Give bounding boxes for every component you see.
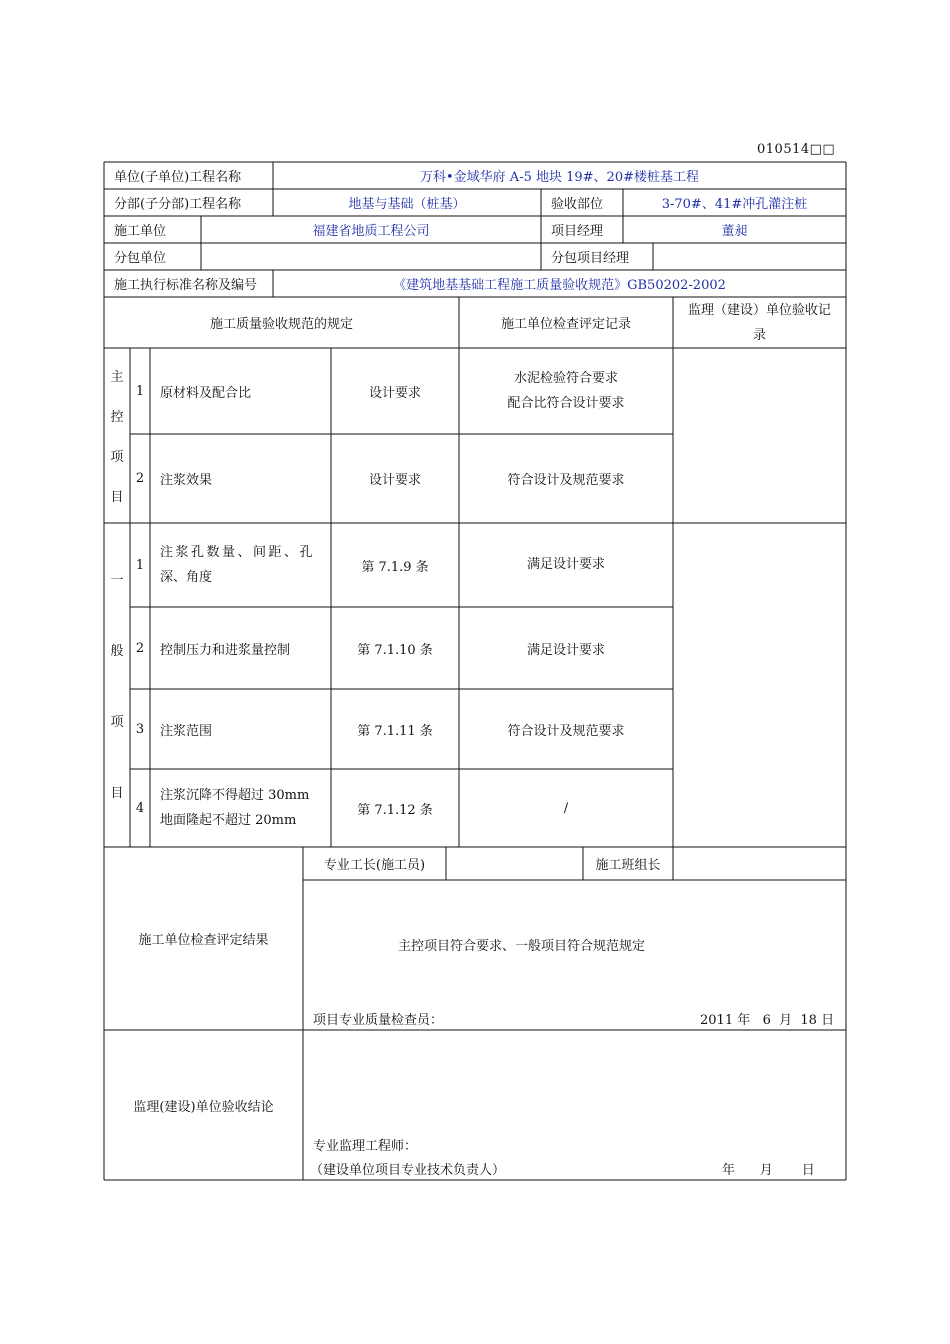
form-code: 010514□□ (757, 142, 836, 157)
main-item-req: 设计要求 (368, 385, 421, 401)
general-title-char: 目 (110, 786, 124, 801)
standard-value: 《建筑地基基础工程施工质量验收规范》GB50202-2002 (393, 278, 726, 293)
project-name-label: 单位(子单位)工程名称 (114, 170, 242, 185)
standard-label: 施工执行标准名称及编号 (114, 278, 258, 293)
main-item-no: 1 (135, 383, 145, 399)
general-title (104, 523, 130, 847)
main-item-name: 注浆效果 (160, 473, 213, 488)
pm-value: 董昶 (721, 224, 748, 239)
sub-project-value: 地基与基础（桩基） (348, 197, 466, 212)
col-spec-header: 施工质量验收规范的规定 (209, 317, 353, 332)
main-control-title-char: 项 (110, 449, 124, 465)
general-item-no: 3 (135, 721, 145, 737)
general-item-name: 注浆范围 (160, 723, 213, 739)
general-item-name-line2: 地面隆起不超过 20mm (160, 813, 297, 828)
general-item-record: 符合设计及规范要求 (507, 723, 625, 739)
foreman-label: 专业工长(施工员) (323, 858, 426, 873)
general-item-no: 2 (135, 640, 145, 656)
general-item-clause: 第 7.1.11 条 (357, 723, 433, 739)
general-item-no: 1 (135, 557, 145, 573)
general-item-name: 控制压力和进浆量控制 (160, 642, 291, 658)
col-supervisor-header-line2: 录 (752, 327, 766, 343)
supervision-label: 监理(建设)单位验收结论 (133, 1099, 274, 1115)
general-item-name-line1: 注浆沉降不得超过 30mm (160, 788, 310, 803)
main-item-record: 符合设计及规范要求 (507, 473, 625, 488)
acceptance-part-value: 3-70#、41#冲孔灌注桩 (661, 197, 808, 212)
general-item-name-line2: 深、角度 (160, 570, 213, 585)
general-item-clause: 第 7.1.10 条 (357, 642, 433, 658)
col-supervisor-header (673, 297, 846, 348)
inspector-label: 项目专业质量检查员： (313, 1012, 444, 1028)
general-item-name (150, 523, 331, 607)
general-item-record: 满足设计要求 (526, 642, 605, 658)
subcontractor-label: 分包单位 (114, 251, 167, 266)
general-title-char: 项 (110, 715, 124, 730)
main-control-title-char: 主 (110, 370, 124, 386)
col-supervisor-header-line1: 监理（建设）单位验收记 (687, 302, 831, 318)
team-leader-label: 施工班组长 (595, 858, 661, 873)
main-item-req: 设计要求 (368, 473, 421, 488)
general-item-name (150, 769, 331, 847)
supervision-date: 年 月 日 (722, 1162, 815, 1178)
supervision-engineer-label: 专业监理工程师： (313, 1138, 418, 1154)
supervision-owner-label: （建设单位项目专业技术负责人） (310, 1162, 506, 1178)
general-item-clause: 第 7.1.12 条 (357, 802, 433, 818)
general-title-char: 般 (110, 644, 124, 659)
contractor-label: 施工单位 (114, 224, 167, 239)
general-item-record: 满足设计要求 (526, 556, 605, 572)
general-item-clause: 第 7.1.9 条 (361, 559, 429, 575)
sub-project-label: 分部(子分部)工程名称 (114, 197, 242, 212)
main-item-record-line2: 配合比符合设计要求 (507, 396, 625, 411)
main-item-record (459, 348, 673, 434)
main-item-record-line1: 水泥检验符合要求 (513, 371, 618, 386)
col-record-header: 施工单位检查评定记录 (500, 317, 631, 332)
result-conclusion: 主控项目符合要求、一般项目符合规范规定 (398, 938, 646, 954)
project-name-value: 万科•金域华府 A-5 地块 19#、20#楼桩基工程 (420, 170, 699, 185)
pm-label: 项目经理 (551, 224, 604, 239)
main-item-name: 原材料及配合比 (160, 385, 252, 401)
general-title-char: 一 (110, 573, 124, 588)
result-date: 2011 年 6 月 18 日 (700, 1012, 835, 1028)
contractor-value: 福建省地质工程公司 (312, 224, 430, 239)
acceptance-part-label: 验收部位 (551, 197, 604, 212)
main-item-no: 2 (135, 471, 145, 486)
general-item-no: 4 (135, 800, 145, 816)
main-control-title (104, 348, 130, 523)
sub-pm-label: 分包项目经理 (551, 251, 630, 266)
main-control-title-char: 控 (110, 410, 124, 426)
general-item-name-line1: 注浆孔数量、间距、孔 (160, 545, 316, 560)
general-item-record: / (563, 800, 569, 816)
result-label: 施工单位检查评定结果 (138, 933, 269, 948)
main-control-title-char: 目 (110, 489, 124, 505)
